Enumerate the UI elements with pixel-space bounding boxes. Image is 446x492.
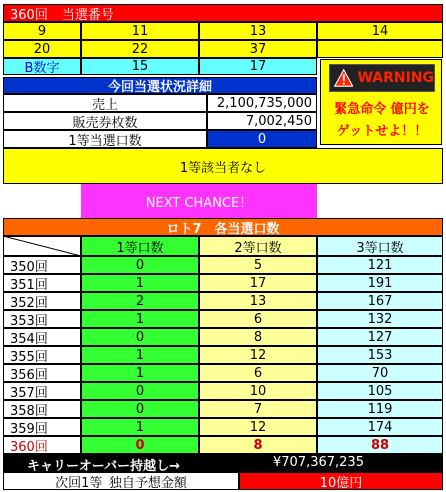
history-draw: 359回 <box>3 418 81 436</box>
carryover-label: キャリーオーバー持越し→ <box>27 459 180 472</box>
number-cell <box>317 40 443 58</box>
status-value: 7,002,450 <box>207 112 317 130</box>
history-value: 12 <box>199 346 317 364</box>
history-value: 2 <box>81 292 199 310</box>
history-value: 0 <box>81 328 199 346</box>
history-value: 88 <box>317 436 443 454</box>
history-header: 2等口数 <box>199 236 317 256</box>
history-value: 8 <box>199 436 317 454</box>
bonus-label: B数字 <box>3 58 81 75</box>
status-title: 今回当選状況詳細 <box>3 77 317 94</box>
history-value: 121 <box>317 256 443 274</box>
carryover-value: ¥707,367,235 <box>273 455 364 470</box>
number-cell: 37 <box>199 40 317 58</box>
history-value: 6 <box>199 364 317 382</box>
history-value: 1 <box>81 274 199 292</box>
number-cell: 22 <box>81 40 199 58</box>
history-value: 174 <box>317 418 443 436</box>
history-value: 105 <box>317 382 443 400</box>
history-value: 5 <box>199 256 317 274</box>
status-label: 1等当選口数 <box>3 130 207 148</box>
history-draw: 353回 <box>3 310 81 328</box>
number-cell: 9 <box>3 22 81 40</box>
history-value: 0 <box>81 256 199 274</box>
header-title: 当選番号 <box>61 7 114 22</box>
bonus-number: 15 <box>81 58 199 75</box>
history-value: 0 <box>81 400 199 418</box>
history-draw: 358回 <box>3 400 81 418</box>
warning-title: WARNING <box>357 70 434 86</box>
history-draw: 350回 <box>3 256 81 274</box>
history-header: 1等口数 <box>81 236 199 256</box>
history-draw: 356回 <box>3 364 81 382</box>
warning-line2: ゲットせよ！！ <box>336 124 428 139</box>
history-value: 13 <box>199 292 317 310</box>
diagonal-line-icon <box>3 236 81 256</box>
history-value: 1 <box>81 364 199 382</box>
history-value: 1 <box>81 418 199 436</box>
history-draw: 357回 <box>3 382 81 400</box>
history-value: 0 <box>81 436 199 454</box>
history-draw: 352回 <box>3 292 81 310</box>
carryover-bar <box>3 454 443 472</box>
history-value: 127 <box>317 328 443 346</box>
history-value: 12 <box>199 418 317 436</box>
status-label: 売上 <box>3 94 207 112</box>
number-cell: 11 <box>81 22 199 40</box>
forecast-label: 次回1等_独自予想金額 <box>3 472 239 490</box>
status-value: 0 <box>207 130 317 148</box>
history-title: ロト7 各当選口数 <box>3 218 443 236</box>
bonus-number: 17 <box>199 58 317 75</box>
history-value: 1 <box>81 346 199 364</box>
status-label: 販売券枚数 <box>3 112 207 130</box>
warning-line1: 緊急命令 億円を <box>334 102 430 117</box>
history-value: 10 <box>199 382 317 400</box>
number-cell: 20 <box>3 40 81 58</box>
history-value: 1 <box>81 310 199 328</box>
next-chance-banner: NEXT CHANCE！ <box>81 184 317 218</box>
warning-triangle-icon <box>334 66 353 90</box>
header-bar <box>3 4 443 22</box>
number-cell: 13 <box>199 22 317 40</box>
header-draw: 360回 <box>10 7 48 22</box>
history-value: 70 <box>317 364 443 382</box>
status-value: 2,100,735,000 <box>207 94 317 112</box>
history-value: 8 <box>199 328 317 346</box>
corner-cell <box>3 236 81 256</box>
number-cell: 14 <box>317 22 443 40</box>
history-value: 167 <box>317 292 443 310</box>
history-draw: 351回 <box>3 274 81 292</box>
warning-badge <box>329 64 435 92</box>
forecast-value: 10億円 <box>239 472 443 490</box>
history-value: 17 <box>199 274 317 292</box>
history-value: 6 <box>199 310 317 328</box>
history-value: 7 <box>199 400 317 418</box>
history-value: 153 <box>317 346 443 364</box>
history-draw: 360回 <box>3 436 81 454</box>
no-winner-banner: 1等該当者なし <box>3 148 443 184</box>
history-value: 119 <box>317 400 443 418</box>
history-draw: 354回 <box>3 328 81 346</box>
history-draw: 355回 <box>3 346 81 364</box>
warning-panel <box>320 59 442 145</box>
history-value: 132 <box>317 310 443 328</box>
history-value: 191 <box>317 274 443 292</box>
history-header: 3等口数 <box>317 236 443 256</box>
history-value: 0 <box>81 382 199 400</box>
